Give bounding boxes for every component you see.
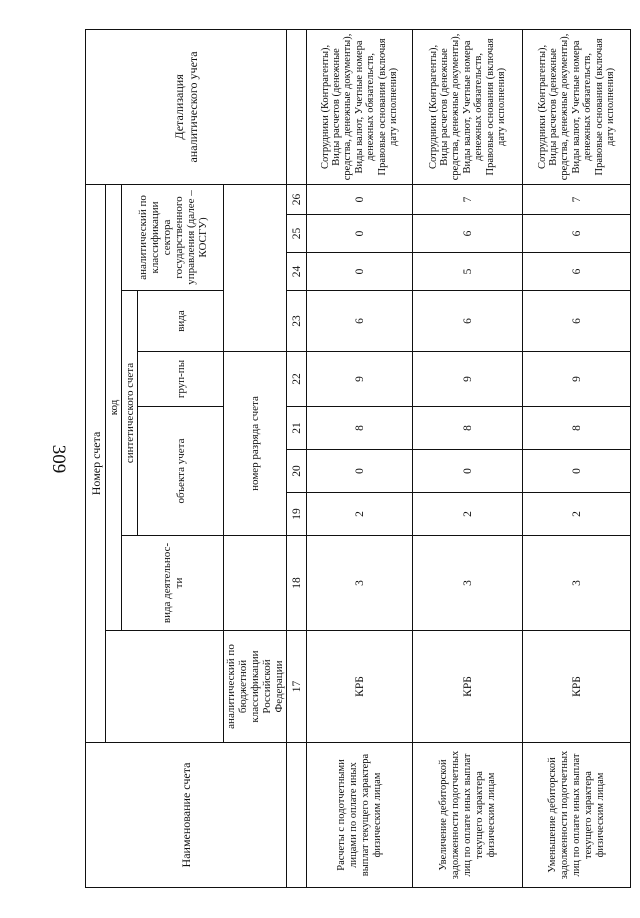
row-digit-18: 3 [413, 536, 523, 631]
table-row [307, 29, 413, 887]
row-detail: Сотрудники (Контрагенты), Виды расчетов (денежные средства, денежные документы), Виды валют, Учетные номера денежных обязательств, Правовые основания (включая дату исполнения) [523, 29, 631, 184]
header-synthetic: синтетического счета [122, 291, 138, 536]
header-code: код [106, 184, 122, 630]
row-digit-20: 0 [307, 450, 413, 493]
colnum-blank-right [287, 29, 307, 184]
header-analytic-budget: аналитический по бюджетной классификации Российской Федерации [224, 631, 287, 743]
row-digit-22: 9 [307, 352, 413, 407]
row-digit-24: 5 [413, 253, 523, 291]
row-digit-20: 0 [413, 450, 523, 493]
header-digit-number: номер разряда счета [224, 352, 287, 536]
row-digit-19: 2 [307, 493, 413, 536]
colnum-26: 26 [287, 184, 307, 214]
row-digit-23: 6 [307, 291, 413, 352]
colnum-23: 23 [287, 291, 307, 352]
header-detail: Детализация аналитического учета [86, 29, 287, 184]
row-digit-21: 8 [413, 407, 523, 450]
row-digit-23: 6 [413, 291, 523, 352]
row-digit-26: 7 [523, 184, 631, 214]
colnum-24: 24 [287, 253, 307, 291]
colnum-19: 19 [287, 493, 307, 536]
row-digit-23: 6 [523, 291, 631, 352]
row-account-name: Расчеты с подотчетными лицами по оплате иных выплат текущего характера физическим лицам [307, 743, 413, 888]
row-detail: Сотрудники (Контрагенты), Виды расчетов (денежные средства, денежные документы), Виды валют, Учетные номера денежных обязательств, Правовые основания (включая дату исполнения) [307, 29, 413, 184]
header-account-name: Наименование счета [86, 743, 287, 888]
row-digit-19: 2 [523, 493, 631, 536]
row-digit-18: 3 [523, 536, 631, 631]
page-number: 309 [48, 444, 69, 474]
header-digit-blank [224, 184, 287, 351]
colnum-21: 21 [287, 407, 307, 450]
colnum-25: 25 [287, 215, 307, 253]
row-digit-22: 9 [413, 352, 523, 407]
header-activity-type: вида деятельнос-ти [122, 536, 224, 631]
row-digit-18: 3 [307, 536, 413, 631]
row-digit-25: 6 [413, 215, 523, 253]
row-krb: КРБ [413, 631, 523, 743]
row-krb: КРБ [307, 631, 413, 743]
table-row [523, 29, 631, 887]
header-spacer [106, 631, 224, 743]
colnum-22: 22 [287, 352, 307, 407]
table-row [413, 29, 523, 887]
row-digit-21: 8 [523, 407, 631, 450]
row-account-name: Увеличение дебиторской задолженности подотчетных лиц по оплате иных выплат текущего характера физическим лицам [413, 743, 523, 888]
row-digit-26: 0 [307, 184, 413, 214]
row-digit-24: 6 [523, 253, 631, 291]
row-digit-25: 0 [307, 215, 413, 253]
row-krb: КРБ [523, 631, 631, 743]
row-detail: Сотрудники (Контрагенты), Виды расчетов (денежные средства, денежные документы), Виды валют, Учетные номера денежных обязательств, Правовые основания (включая дату исполнения) [413, 29, 523, 184]
colnum-blank-left [287, 743, 307, 888]
account-table-sheet [85, 30, 617, 888]
row-digit-25: 6 [523, 215, 631, 253]
header-activity-blank [224, 536, 287, 631]
row-digit-22: 9 [523, 352, 631, 407]
header-account-object: объекта учета [138, 407, 224, 536]
header-account-number: Номер счета [86, 184, 106, 742]
colnum-20: 20 [287, 450, 307, 493]
account-table [85, 29, 631, 888]
row-digit-19: 2 [413, 493, 523, 536]
header-group: груп-пы [138, 352, 224, 407]
header-analytic-kosgu: аналитический по классификации сектора государственного управления (далее – КОСГУ) [122, 184, 224, 290]
row-account-name: Уменьшение дебиторской задолженности подотчетных лиц по оплате иных выплат текущего характера физическим лицам [523, 743, 631, 888]
colnum-17: 17 [287, 631, 307, 743]
row-digit-20: 0 [523, 450, 631, 493]
row-digit-24: 0 [307, 253, 413, 291]
row-digit-26: 7 [413, 184, 523, 214]
row-digit-21: 8 [307, 407, 413, 450]
header-kind: вида [138, 291, 224, 352]
colnum-18: 18 [287, 536, 307, 631]
